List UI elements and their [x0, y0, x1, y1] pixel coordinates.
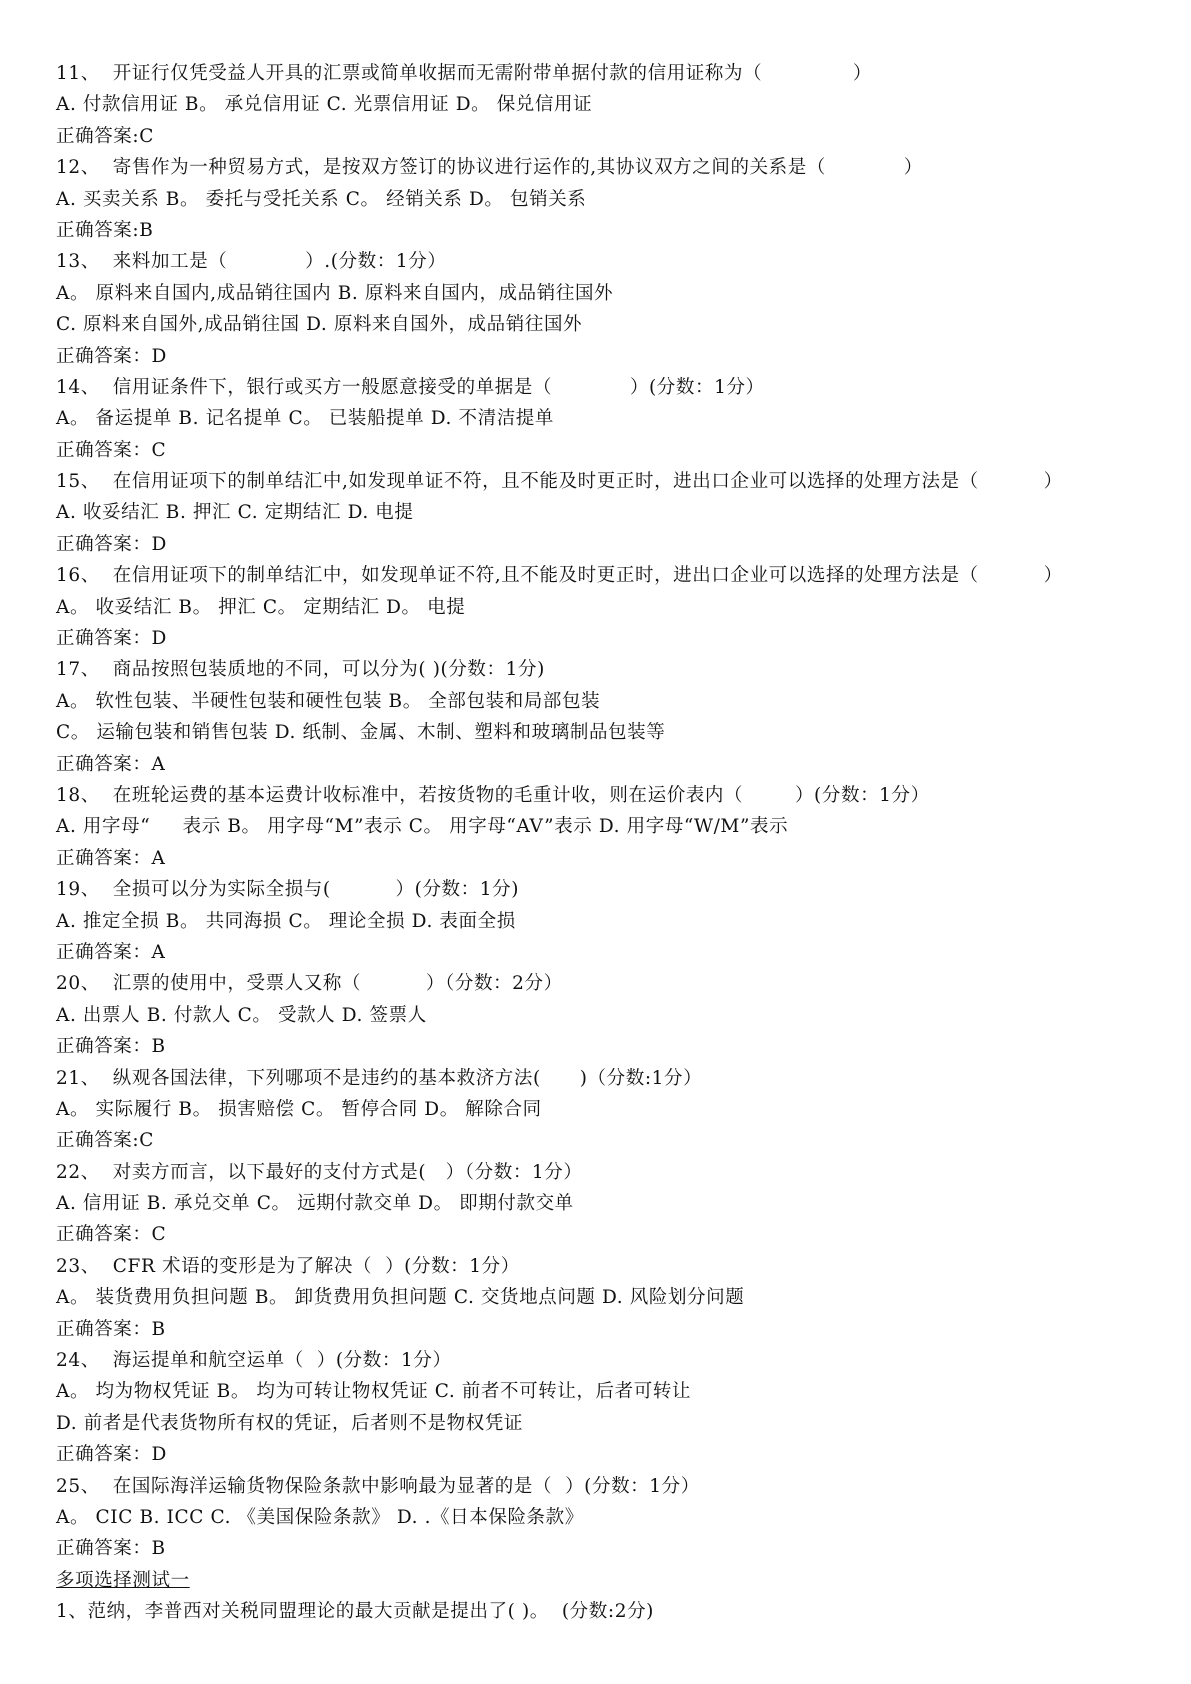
correct-answer: 正确答案:B	[56, 219, 154, 241]
answer-options: A. 推定全损 B。 共同海损 C。 理论全损 D. 表面全损	[56, 910, 516, 932]
document-page	[56, 58, 1156, 1628]
answer-options: A。 原料来自国内,成品销往国内 B. 原料来自国内，成品销往国外	[56, 282, 614, 304]
answer-options: A. 付款信用证 B。 承兑信用证 C. 光票信用证 D。 保兑信用证	[56, 94, 593, 116]
question-stem: 25、 在国际海洋运输货物保险条款中影响最为显著的是（ ）(分数：1分）	[56, 1475, 700, 1497]
answer-options: A。 CIC B. ICC C. 《美国保险条款》 D. .《日本保险条款》	[56, 1506, 584, 1528]
question-stem: 14、 信用证条件下，银行或买方一般愿意接受的单据是（ ）(分数：1分）	[56, 376, 765, 398]
question-stem: 15、 在信用证项下的制单结汇中,如发现单证不符，且不能及时更正时，进出口企业可以选择的处理方法是（ ）	[56, 471, 1063, 493]
question-stem: 17、 商品按照包装质地的不同，可以分为( )(分数：1分)	[56, 659, 545, 681]
correct-answer: 正确答案：B	[56, 1318, 166, 1340]
answer-options: A. 用字母“ 表示 B。 用字母“M”表示 C。 用字母“AV”表示 D. 用字母“W/M”表示	[56, 816, 789, 838]
correct-answer: 正确答案:C	[56, 1130, 154, 1152]
question-stem: 11、 开证行仅凭受益人开具的汇票或简单收据而无需附带单据付款的信用证称为（ ）	[56, 63, 873, 84]
correct-answer: 正确答案：D	[56, 628, 167, 650]
section-title: 多项选择测试一	[56, 1569, 190, 1591]
correct-answer: 正确答案：D	[56, 533, 167, 555]
answer-options: A。 软性包装、半硬性包装和硬性包装 B。 全部包装和局部包装	[56, 690, 601, 712]
question-stem: 19、 全损可以分为实际全损与( ）(分数：1分)	[56, 879, 520, 901]
question-stem: 24、 海运提单和航空运单（ ）(分数：1分）	[56, 1350, 452, 1372]
question-stem: 23、 CFR 术语的变形是为了解决（ ）(分数：1分）	[56, 1255, 520, 1277]
answer-options: A。 均为物权凭证 B。 均为可转让物权凭证 C. 前者不可转让，后者可转让	[56, 1381, 692, 1403]
question-stem: 12、 寄售作为一种贸易方式，是按双方签订的协议进行运作的,其协议双方之间的关系是（ ）	[56, 157, 923, 179]
question-stem: 13、 来料加工是（ ）.(分数：1分）	[56, 251, 447, 273]
correct-answer: 正确答案：B	[56, 1538, 166, 1560]
correct-answer: 正确答案：B	[56, 1036, 166, 1058]
correct-answer: 正确答案：A	[56, 753, 166, 775]
answer-options: A。 实际履行 B。 损害赔偿 C。 暂停合同 D。 解除合同	[56, 1098, 542, 1120]
question-stem: 22、 对卖方而言，以下最好的支付方式是( ）（分数：1分）	[56, 1161, 583, 1183]
answer-options: A. 买卖关系 B。 委托与受托关系 C。 经销关系 D。 包销关系	[56, 188, 587, 210]
correct-answer: 正确答案：D	[56, 1444, 167, 1466]
question-stem: 16、 在信用证项下的制单结汇中，如发现单证不符,且不能及时更正时，进出口企业可以选择的处理方法是（ ）	[56, 565, 1063, 587]
correct-answer: 正确答案：C	[56, 439, 167, 461]
answer-options: C. 原料来自国外,成品销往国 D. 原料来自国外，成品销往国外	[56, 314, 583, 336]
answer-options: A. 出票人 B. 付款人 C。 受款人 D. 签票人	[56, 1004, 427, 1026]
correct-answer: 正确答案：D	[56, 345, 167, 367]
question-stem: 21、 纵观各国法律，下列哪项不是违约的基本救济方法( )（分数:1分）	[56, 1067, 703, 1089]
correct-answer: 正确答案：C	[56, 1224, 167, 1246]
correct-answer: 正确答案：A	[56, 941, 166, 963]
answer-options: D. 前者是代表货物所有权的凭证，后者则不是物权凭证	[56, 1412, 524, 1434]
correct-answer: 正确答案：A	[56, 847, 166, 869]
question-stem: 20、 汇票的使用中，受票人又称（ ）（分数：2分）	[56, 973, 563, 995]
answer-options: A. 收妥结汇 B. 押汇 C. 定期结汇 D. 电提	[56, 502, 414, 524]
question-stem: 18、 在班轮运费的基本运费计收标准中，若按货物的毛重计收，则在运价表内（ ）(分数：1分）	[56, 784, 930, 806]
answer-options: A. 信用证 B. 承兑交单 C。 远期付款交单 D。 即期付款交单	[56, 1193, 574, 1215]
answer-options: A。 装货费用负担问题 B。 卸货费用负担问题 C. 交货地点问题 D. 风险划分问题	[56, 1287, 745, 1309]
question-stem: 1、范纳，李普西对关税同盟理论的最大贡献是提出了( )。 (分数:2分)	[56, 1601, 654, 1623]
answer-options: A。 收妥结汇 B。 押汇 C。 定期结汇 D。 电提	[56, 596, 466, 618]
answer-options: A。 备运提单 B. 记名提单 C。 已装船提单 D. 不清洁提单	[56, 408, 555, 430]
correct-answer: 正确答案:C	[56, 125, 154, 147]
answer-options: C。 运输包装和销售包装 D. 纸制、金属、木制、塑料和玻璃制品包装等	[56, 722, 666, 744]
